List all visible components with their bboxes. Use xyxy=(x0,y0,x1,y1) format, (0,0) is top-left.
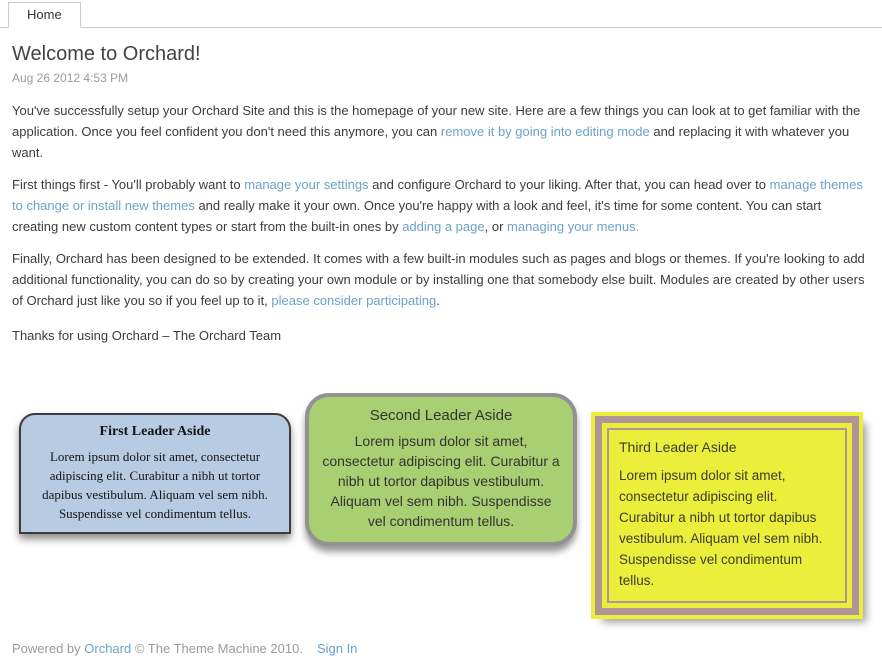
link-remove-editing-mode[interactable]: remove it by going into editing mode xyxy=(440,124,650,139)
link-consider-participating[interactable]: please consider participating xyxy=(271,293,437,308)
tab-bar xyxy=(0,0,882,28)
publish-date: Aug 26 2012 4:53 PM xyxy=(12,71,129,85)
widget-title: Second Leader Aside xyxy=(369,407,513,424)
widget-title: Third Leader Aside xyxy=(619,439,737,455)
link-sign-in[interactable]: Sign In xyxy=(316,641,358,656)
widget-zone-row xyxy=(12,393,870,615)
page-footer xyxy=(0,641,882,656)
widget-column-third xyxy=(584,393,870,615)
widget-column-second xyxy=(298,393,584,615)
paragraph-text: and configure Orchard to your liking. After that, you can head over to xyxy=(368,177,770,192)
copyright-text: © The Theme Machine 2010. xyxy=(131,641,303,656)
paragraph-text: . xyxy=(436,293,440,308)
link-manage-menus[interactable]: managing your menus. xyxy=(507,219,640,234)
link-manage-themes[interactable]: manage themes to change or install new themes xyxy=(12,177,863,213)
widget-body: Lorem ipsum dolor sit amet, consectetur adipiscing elit. Curabitur a nibh ut tortor dapibus vestibulum. Aliquam vel sem nibh. Suspendisse vel condimentum tellus. xyxy=(42,449,268,521)
paragraph-text: , or xyxy=(484,219,508,234)
page-title: Welcome to Orchard! xyxy=(12,43,201,65)
paragraph-text: and really make it your own. Once you're happy with a look and feel, it's time for some content. You can start creating new custom content types or start from the built-in ones by xyxy=(12,198,822,234)
link-manage-settings[interactable]: manage your settings xyxy=(244,177,369,192)
paragraph-text: and replacing it with whatever you want. xyxy=(12,124,850,160)
main-content xyxy=(0,43,882,615)
settings-paragraph xyxy=(12,174,870,237)
intro-paragraph xyxy=(12,100,870,163)
widget-third-leader-aside xyxy=(595,416,859,615)
widget-column-first xyxy=(12,393,298,615)
paragraph-text: Finally, Orchard has been designed to be extended. It comes with a few built-in modules such as pages and blogs or themes. If you're looking to add additional functionality, you can do so by creating your own module or by installing one that somebody else built. Modules are created by other users of Orchard just like you so if you feel up to it, xyxy=(12,251,865,308)
powered-by-text: Powered by xyxy=(12,641,85,656)
link-orchard[interactable]: Orchard xyxy=(84,641,132,656)
widget-inner-frame xyxy=(607,428,847,603)
link-add-page[interactable]: adding a page xyxy=(402,219,485,234)
paragraph-text: First things first - You'll probably want to xyxy=(12,177,245,192)
widget-title: First Leader Aside xyxy=(99,424,211,439)
closing-line: Thanks for using Orchard – The Orchard Team xyxy=(12,328,282,343)
widget-body: Lorem ipsum dolor sit amet, consectetur adipiscing elit. Curabitur a nibh ut tortor dapibus vestibulum. Aliquam vel sem nibh. Suspendisse vel condimentum tellus. xyxy=(619,468,823,588)
modules-paragraph xyxy=(12,248,870,311)
tab-home[interactable]: Home xyxy=(8,2,81,28)
paragraph-text: You've successfully setup your Orchard Site and this is the homepage of your new site. Here are a few things you can look at to get familiar with the application. Once you feel confident you don't need this anymore, you can xyxy=(12,103,861,139)
widget-first-leader-aside xyxy=(19,413,291,534)
widget-second-leader-aside xyxy=(305,393,577,546)
widget-body: Lorem ipsum dolor sit amet, consectetur adipiscing elit. Curabitur a nibh ut tortor dapibus vestibulum. Aliquam vel sem nibh. Suspendisse vel condimentum tellus. xyxy=(322,433,560,529)
